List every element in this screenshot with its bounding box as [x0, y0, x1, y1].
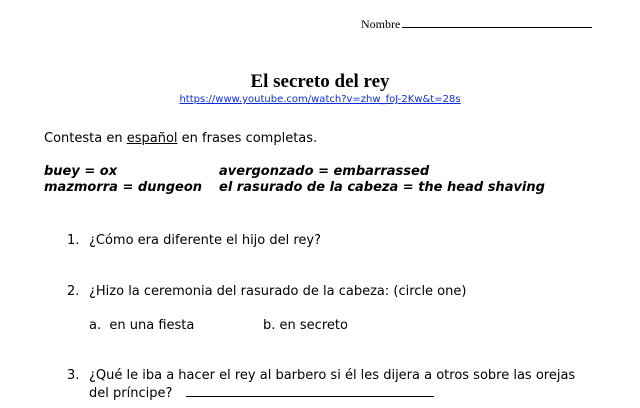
question-1	[67, 233, 321, 248]
question-number: 2.	[67, 284, 80, 299]
name-label: Nombre	[361, 17, 401, 31]
instructions-after: en frases completas.	[177, 131, 318, 146]
vocab-item: buey = ox	[44, 164, 118, 179]
vocab-item: avergonzado = embarrassed	[219, 164, 430, 179]
option-letter: a.	[89, 318, 102, 333]
question-3-continued	[89, 384, 434, 401]
option-text: en secreto	[279, 318, 348, 333]
option-b[interactable]	[263, 318, 348, 333]
question-text-cont: del príncipe?	[89, 386, 173, 401]
answer-blank-line[interactable]	[186, 384, 434, 397]
name-field[interactable]	[361, 16, 592, 32]
question-2	[67, 284, 466, 299]
page-title: El secreto del rey	[250, 71, 390, 92]
question-text: ¿Cómo era diferente el hijo del rey?	[89, 233, 322, 248]
question-text: ¿Qué le iba a hacer el rey al barbero si él les dijera a otros sobre las orejas	[89, 368, 576, 383]
option-text: en una fiesta	[109, 318, 195, 333]
question-number: 1.	[67, 233, 80, 248]
instructions-underlined: español	[126, 131, 178, 146]
option-letter: b.	[263, 318, 276, 333]
instructions	[44, 131, 317, 146]
option-a[interactable]	[89, 318, 194, 333]
question-text: ¿Hizo la ceremonia del rasurado de la cabeza: (circle one)	[89, 284, 467, 299]
question-number: 3.	[67, 368, 80, 383]
name-blank-line[interactable]	[402, 16, 592, 28]
vocab-item: el rasurado de la cabeza = the head shaving	[219, 180, 545, 195]
vocab-item: mazmorra = dungeon	[44, 180, 203, 195]
instructions-before: Contesta en	[44, 131, 127, 146]
question-3	[67, 368, 575, 383]
video-link[interactable]: https://www.youtube.com/watch?v=zhw_foJ-2Kw&t=28s	[179, 94, 461, 105]
